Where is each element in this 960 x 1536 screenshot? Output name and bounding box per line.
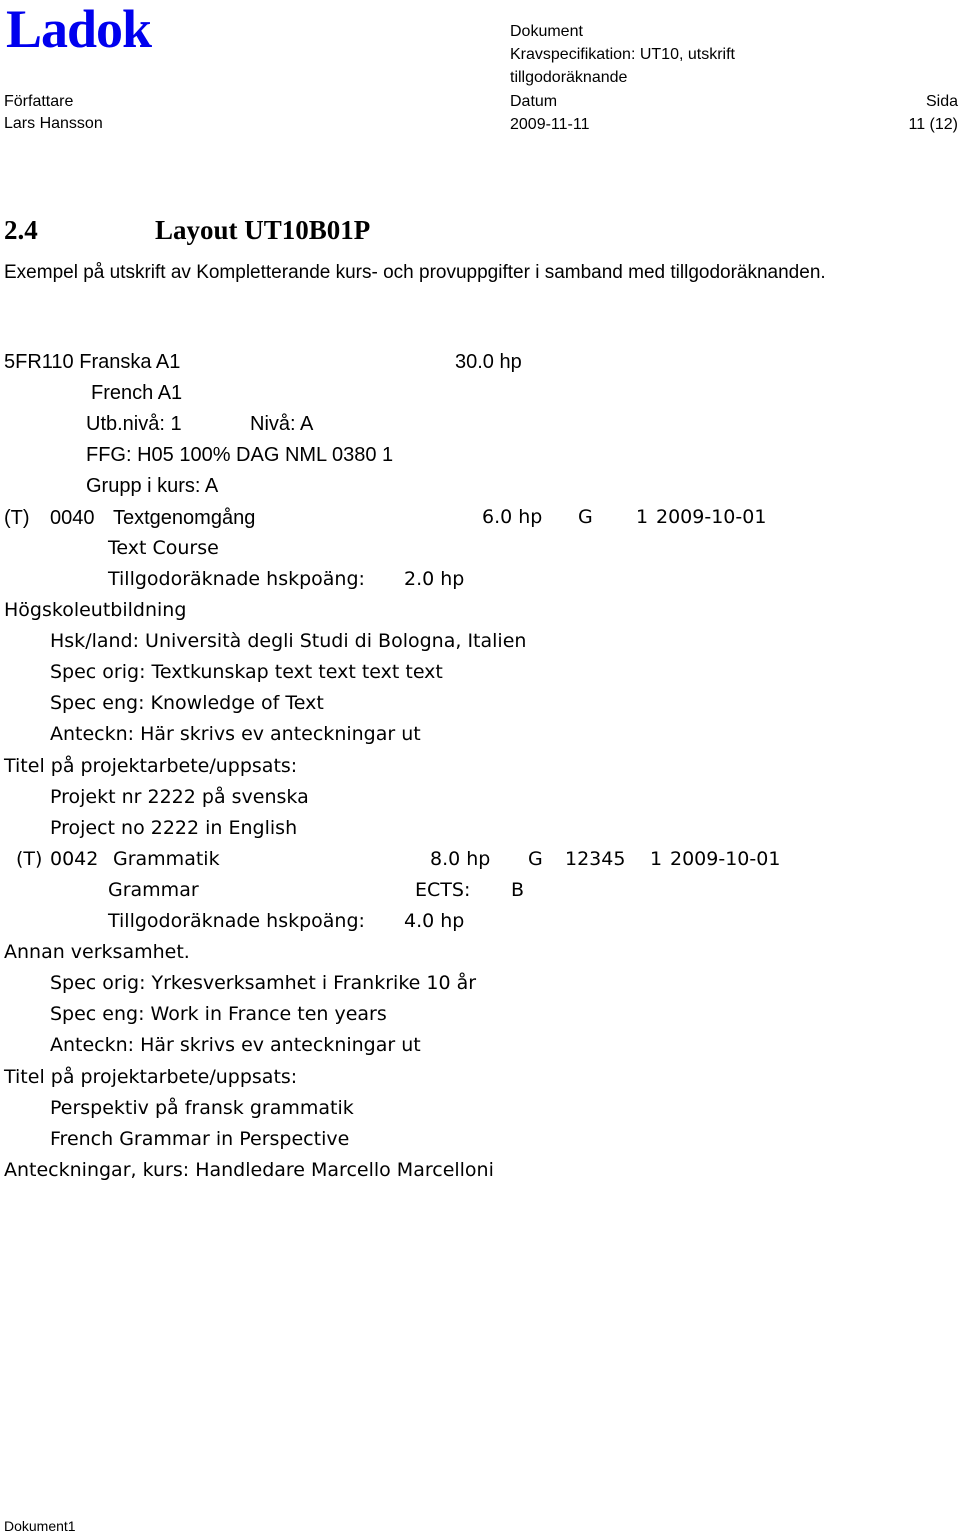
author-name: Lars Hansson bbox=[4, 115, 103, 132]
module2-ects-value: B bbox=[511, 879, 525, 901]
course-note: Anteckningar, kurs: Handledare Marcello Marcelloni bbox=[4, 1159, 494, 1181]
module1-english: Text Course bbox=[108, 537, 219, 559]
module2-anteckn: Anteckn: Här skrivs ev anteckningar ut bbox=[50, 1034, 421, 1056]
section-number: 2.4 bbox=[4, 215, 38, 245]
module1-hsk-land: Hsk/land: Università degli Studi di Bologna, Italien bbox=[50, 630, 527, 652]
module1-grade: G bbox=[578, 506, 593, 528]
module2-titel-label: Titel på projektarbete/uppsats: bbox=[4, 1066, 298, 1088]
module1-code: 0040 bbox=[50, 507, 95, 529]
module2-grade: G bbox=[528, 848, 543, 870]
module1-titel-label: Titel på projektarbete/uppsats: bbox=[4, 755, 298, 777]
section-intro: Exempel på utskrift av Kompletterande kurs- och provuppgifter i samband med tillgodoräknanden. bbox=[4, 262, 826, 283]
module2-tillg-value: 4.0 hp bbox=[404, 910, 465, 932]
course-niva: Nivå: A bbox=[250, 413, 314, 435]
module2-num: 1 bbox=[650, 848, 663, 870]
module1-titel-en: Project no 2222 in English bbox=[50, 817, 298, 839]
module1-credits: 6.0 hp bbox=[482, 506, 543, 528]
module2-ects-label: ECTS: bbox=[415, 879, 471, 901]
section-title: Layout UT10B01P bbox=[155, 215, 371, 245]
course-ffg: FFG: H05 100% DAG NML 0380 1 bbox=[86, 444, 394, 466]
module2-titel-sv: Perspektiv på fransk grammatik bbox=[50, 1097, 354, 1119]
author-label: Författare bbox=[4, 93, 74, 110]
footer-doc-name: Dokument1 bbox=[4, 1518, 76, 1534]
module1-category: Högskoleutbildning bbox=[4, 599, 187, 621]
module1-num: 1 bbox=[636, 506, 649, 528]
course-english-name: French A1 bbox=[91, 382, 183, 404]
module2-tillg-label: Tillgodoräknade hskpoäng: bbox=[108, 910, 365, 932]
module1-name: Textgenomgång bbox=[113, 507, 256, 529]
module1-type: (T) bbox=[4, 507, 30, 529]
module1-spec-eng: Spec eng: Knowledge of Text bbox=[50, 692, 324, 714]
module1-titel-sv: Projekt nr 2222 på svenska bbox=[50, 786, 309, 808]
ladok-logo: Ladok bbox=[6, 0, 152, 59]
module2-spec-eng: Spec eng: Work in France ten years bbox=[50, 1003, 387, 1025]
doc-title-line1: Kravspecifikation: UT10, utskrift bbox=[510, 46, 735, 63]
doc-title-line2: tillgodoräknande bbox=[510, 69, 628, 86]
date-label: Datum bbox=[510, 93, 558, 110]
page-number: 11 (12) bbox=[908, 116, 958, 133]
module1-tillg-label: Tillgodoräknade hskpoäng: bbox=[108, 568, 365, 590]
doc-label: Dokument bbox=[510, 23, 583, 40]
module1-anteckn: Anteckn: Här skrivs ev anteckningar ut bbox=[50, 723, 421, 745]
module2-type: (T) bbox=[16, 848, 43, 870]
module2-date: 2009-10-01 bbox=[670, 848, 781, 870]
module2-ref: 12345 bbox=[565, 848, 626, 870]
module1-tillg-value: 2.0 hp bbox=[404, 568, 465, 590]
course-credits: 30.0 hp bbox=[455, 351, 522, 373]
module2-spec-orig: Spec orig: Yrkesverksamhet i Frankrike 10 år bbox=[50, 972, 477, 994]
page-label: Sida bbox=[925, 93, 958, 110]
date-value: 2009-11-11 bbox=[510, 116, 590, 133]
module2-name: Grammatik bbox=[113, 848, 220, 870]
course-utb-niva: Utb.nivå: 1 bbox=[86, 413, 182, 435]
module2-code: 0042 bbox=[50, 848, 99, 870]
course-code-name: 5FR110 Franska A1 bbox=[4, 351, 181, 373]
module1-spec-orig: Spec orig: Textkunskap text text text text bbox=[50, 661, 443, 683]
module1-date: 2009-10-01 bbox=[656, 506, 767, 528]
course-grupp: Grupp i kurs: A bbox=[86, 475, 219, 497]
module2-english: Grammar bbox=[108, 879, 199, 901]
module2-titel-en: French Grammar in Perspective bbox=[50, 1128, 350, 1150]
module2-credits: 8.0 hp bbox=[430, 848, 491, 870]
module2-category: Annan verksamhet. bbox=[4, 941, 190, 963]
